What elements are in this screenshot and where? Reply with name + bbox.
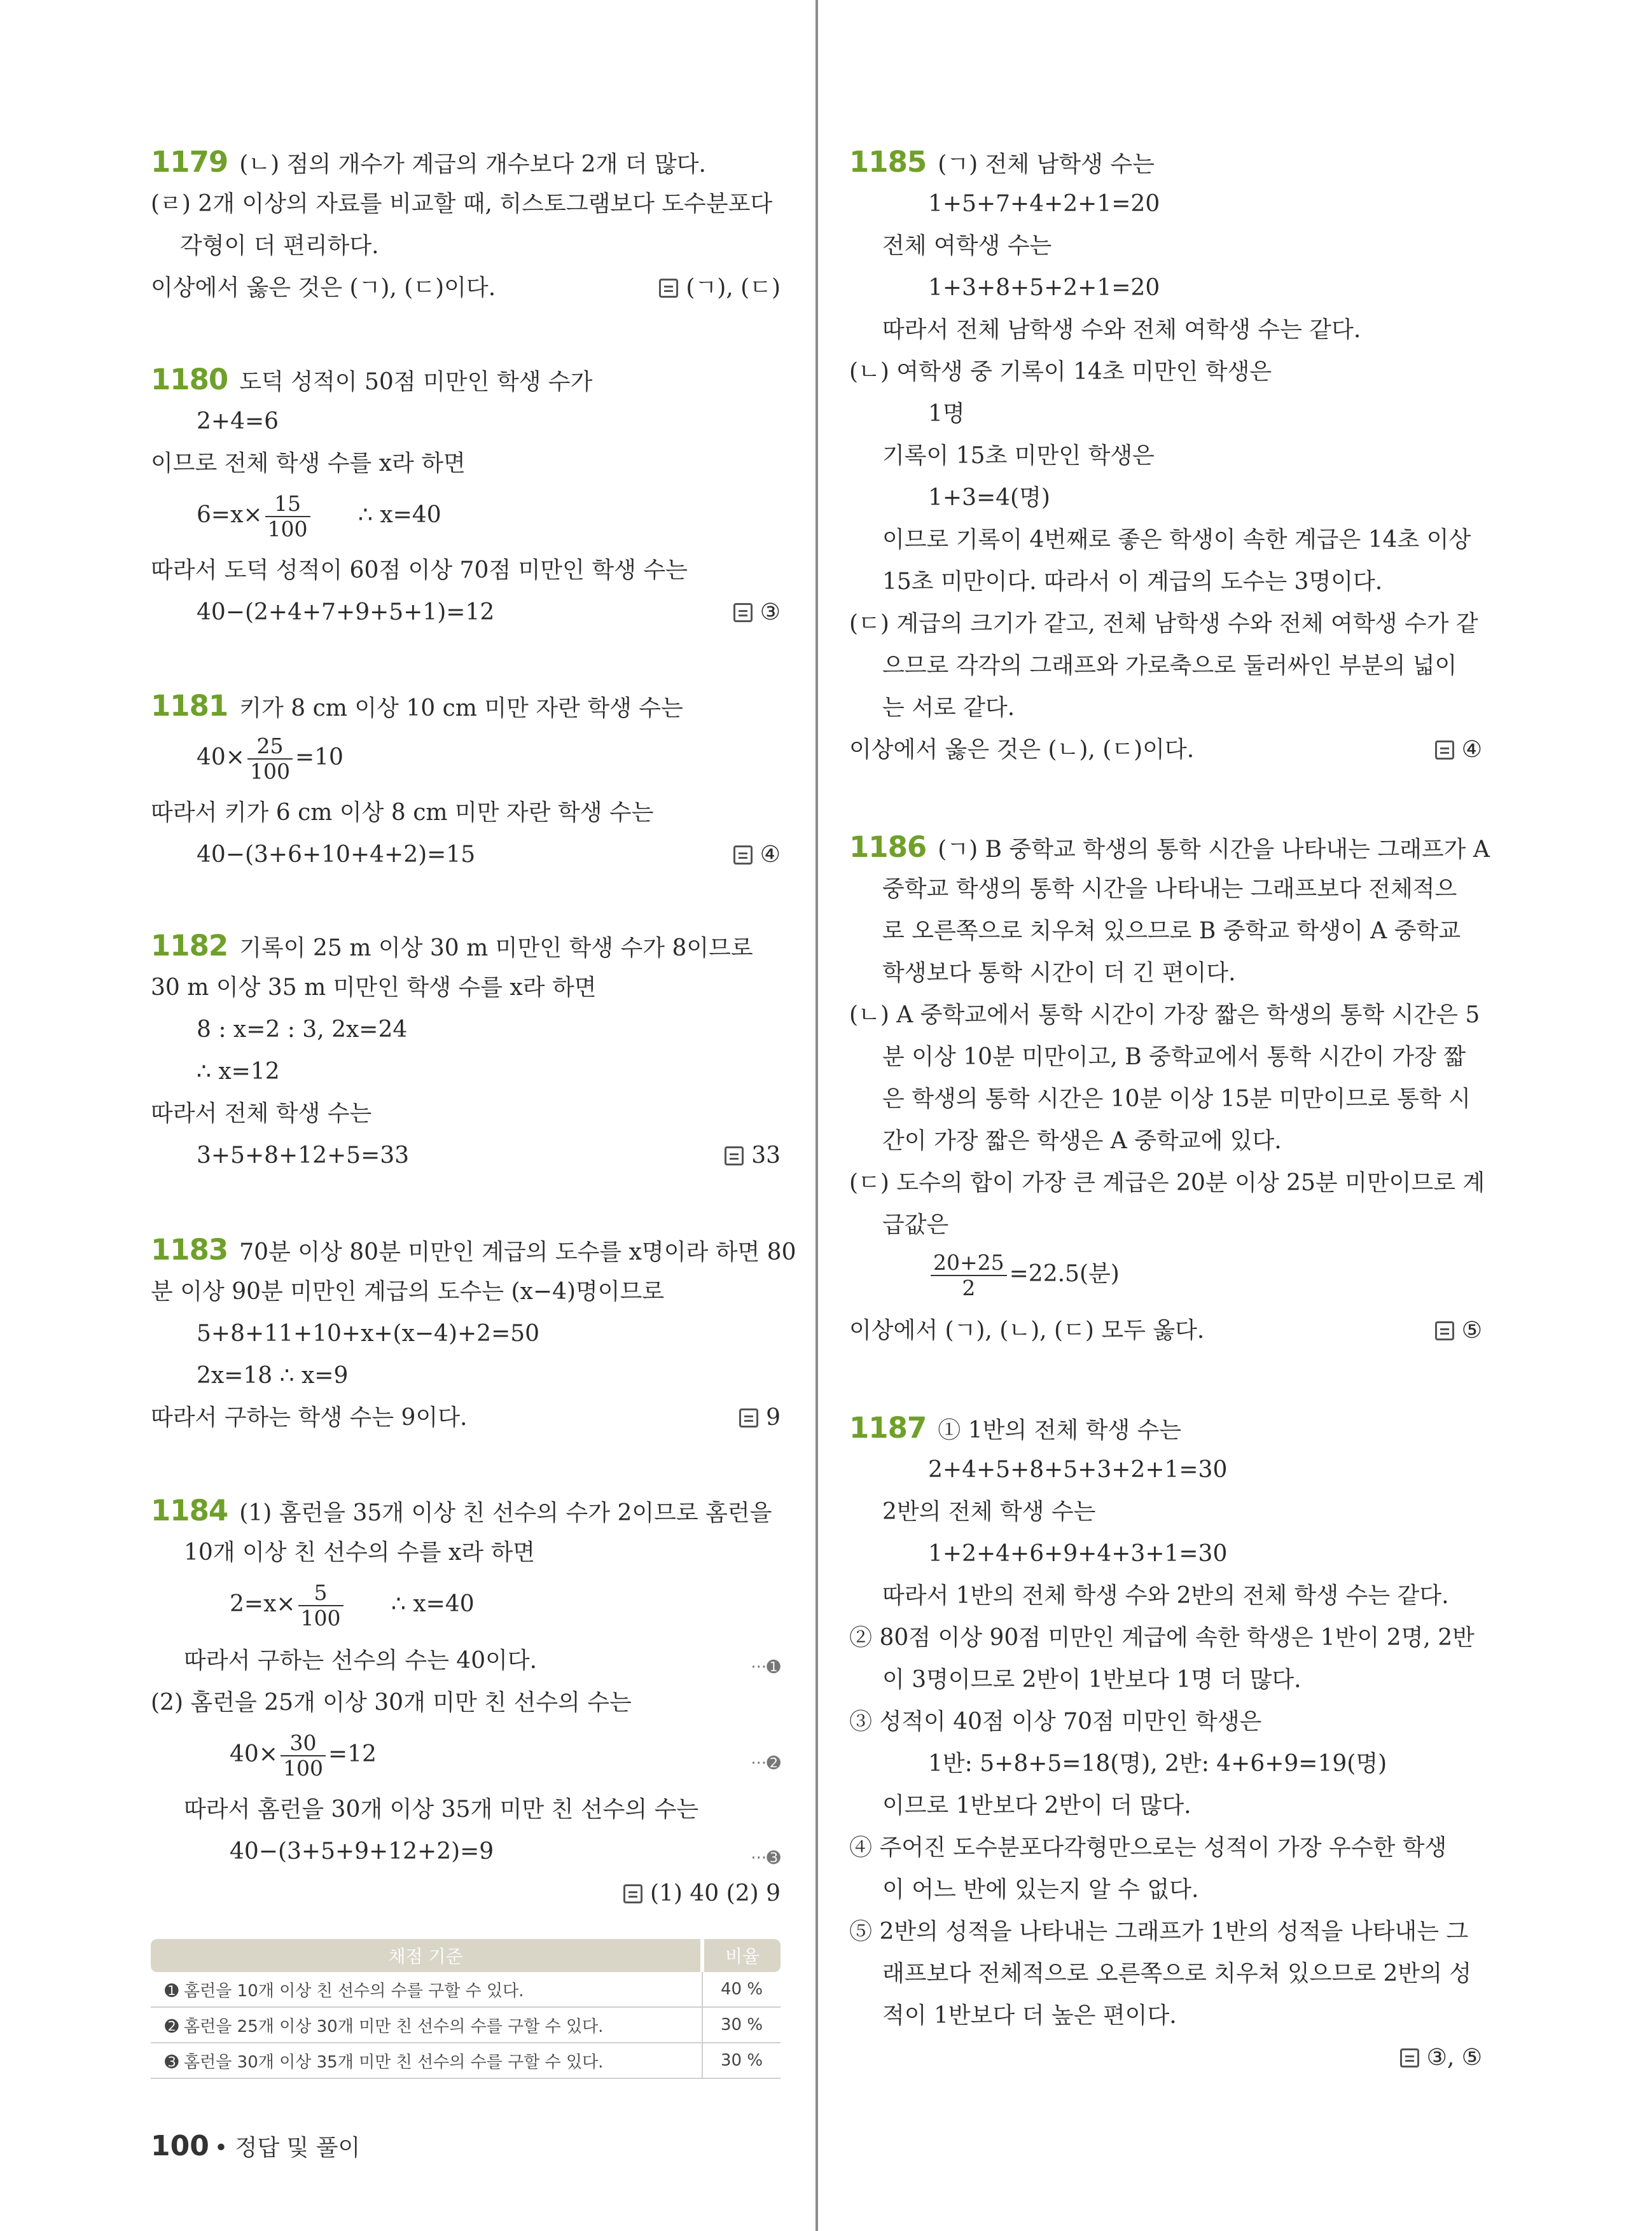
answer: ③, ⑤ xyxy=(1400,2042,1482,2074)
solution-text: ④ 주어진 도수분포다각형만으로는 성적이 가장 우수한 학생 xyxy=(849,1835,1447,1861)
column-divider xyxy=(816,0,818,2231)
answer: ⑤ xyxy=(1435,1315,1482,1347)
answer: (1) 40 (2) 9 xyxy=(623,1878,781,1910)
answer: 33 xyxy=(725,1140,781,1172)
solution-text: ⑤ 2반의 성적을 나타내는 그래프가 1반의 성적을 나타내는 그 xyxy=(849,1919,1469,1945)
solution-text: 2반의 전체 학생 수는 xyxy=(882,1499,1096,1525)
solution-text: 간이 가장 짧은 학생은 A 중학교에 있다. xyxy=(882,1128,1282,1154)
solution-text: 이므로 1반보다 2반이 더 많다. xyxy=(882,1793,1191,1819)
equation: 40× xyxy=(197,744,245,770)
equation: 40−(2+4+7+9+5+1)=12 xyxy=(197,599,495,625)
equation: 1명 xyxy=(928,401,965,427)
fraction: $\frac{30}{100}$ xyxy=(281,1731,326,1781)
solution-text: 기록이 25 m 이상 30 m 미만인 학생 수가 8이므로 xyxy=(239,935,753,961)
solution-text: 따라서 구하는 선수의 수는 40이다. xyxy=(184,1648,538,1674)
equation: ∴ x=40 xyxy=(358,502,441,528)
solution-text: (ㄷ) 도수의 합이 가장 큰 계급은 20분 이상 25분 미만이므로 계 xyxy=(849,1170,1485,1196)
solution-text: 이므로 전체 학생 수를 x라 하면 xyxy=(151,450,466,476)
solution-text: 은 학생의 통학 시간은 10분 이상 15분 미만이므로 통학 시 xyxy=(882,1086,1471,1112)
solution-text: 이상에서 옳은 것은 (ㄱ), (ㄷ)이다. xyxy=(151,275,496,301)
step-marker: ···➊ xyxy=(751,1658,781,1677)
step-marker: ···➌ xyxy=(751,1849,781,1868)
solution-text: 이 3명이므로 2반이 1반보다 1명 더 많다. xyxy=(882,1667,1301,1693)
solution-text: 로 오른쪽으로 치우쳐 있으므로 B 중학교 학생이 A 중학교 xyxy=(882,918,1461,944)
answer-icon xyxy=(733,603,753,622)
equation: 1+3+8+5+2+1=20 xyxy=(928,275,1160,301)
answer: ④ xyxy=(1435,734,1482,766)
solution-text: 으므로 각각의 그래프와 가로축으로 둘러싸인 부분의 넓이 xyxy=(882,653,1457,679)
fraction: $\frac{5}{100}$ xyxy=(298,1581,344,1630)
page-number: 100 xyxy=(151,2130,209,2162)
solution-text: 70분 이상 80분 미만인 계급의 도수를 x명이라 하면 80 xyxy=(239,1239,796,1265)
equation: 3+5+8+12+5=33 xyxy=(197,1143,410,1169)
answer-icon xyxy=(725,1146,744,1165)
equation: 6=x× xyxy=(197,502,263,528)
answer: ③ xyxy=(733,597,781,629)
equation: 40−(3+5+9+12+2)=9 xyxy=(230,1838,494,1865)
answer-icon xyxy=(739,1408,758,1428)
solution-text: 중학교 학생의 통학 시간을 나타내는 그래프보다 전체적으 xyxy=(882,876,1457,902)
solution-text: 전체 여학생 수는 xyxy=(882,233,1052,259)
problem-number: 1187 xyxy=(849,1411,927,1445)
solution-text: 키가 8 cm 이상 10 cm 미만 자란 학생 수는 xyxy=(239,695,683,721)
solution-text: 급값은 xyxy=(882,1212,949,1238)
footer-label: • 정답 및 풀이 xyxy=(214,2135,361,2161)
equation: =22.5(분) xyxy=(1009,1261,1120,1287)
problem-number: 1184 xyxy=(151,1494,228,1527)
solution-text: 따라서 홈런을 30개 이상 35개 미만 친 선수의 수는 xyxy=(184,1797,699,1823)
equation: 8 : x=2 : 3, 2x=24 xyxy=(197,1017,408,1043)
fraction: $\frac{20+25}{2}$ xyxy=(931,1251,1007,1300)
scoring-criteria-table xyxy=(151,1939,781,2079)
solution-text: 따라서 1반의 전체 학생 수와 2반의 전체 학생 수는 같다. xyxy=(882,1583,1449,1609)
solution-text: 이상에서 (ㄱ), (ㄴ), (ㄷ) 모두 옳다. xyxy=(849,1317,1205,1344)
table-row: ➌ 홈런을 30개 이상 35개 미만 친 선수의 수를 구할 수 있다. 30 % xyxy=(151,2043,781,2078)
solution-text: 기록이 15초 미만인 학생은 xyxy=(882,443,1155,469)
equation: ∴ x=12 xyxy=(197,1059,280,1085)
solution-text: 래프보다 전체적으로 오른쪽으로 치우쳐 있으므로 2반의 성 xyxy=(882,1961,1472,1987)
answer-icon xyxy=(1435,740,1454,760)
problem-number: 1186 xyxy=(849,830,927,864)
solution-text: 15초 미만이다. 따라서 이 계급의 도수는 3명이다. xyxy=(882,569,1383,595)
equation: 40× xyxy=(230,1741,278,1767)
problem-number: 1180 xyxy=(151,363,228,396)
solution-text: 이 어느 반에 있는지 알 수 없다. xyxy=(882,1877,1199,1903)
solution-text: 분 이상 10분 미만이고, B 중학교에서 통학 시간이 가장 짧 xyxy=(882,1044,1466,1070)
solution-text: 10개 이상 친 선수의 수를 x라 하면 xyxy=(184,1539,536,1566)
equation: 5+8+11+10+x+(x−4)+2=50 xyxy=(197,1321,540,1347)
table-row: ➊ 홈런을 10개 이상 친 선수의 수를 구할 수 있다. 40 % xyxy=(151,1972,781,2007)
solution-text: ③ 성적이 40점 이상 70점 미만인 학생은 xyxy=(849,1709,1262,1735)
equation: 1+5+7+4+2+1=20 xyxy=(928,191,1160,217)
solution-text: 따라서 구하는 학생 수는 9이다. xyxy=(151,1405,468,1431)
solution-text: 따라서 전체 학생 수는 xyxy=(151,1101,372,1127)
solution-text: 30 m 이상 35 m 미만인 학생 수를 x라 하면 xyxy=(151,975,597,1001)
solution-text: 따라서 키가 6 cm 이상 8 cm 미만 자란 학생 수는 xyxy=(151,800,654,826)
equation: 40−(3+6+10+4+2)=15 xyxy=(197,842,476,868)
solution-text: (2) 홈런을 25개 이상 30개 미만 친 선수의 수는 xyxy=(151,1690,632,1716)
solution-text: 따라서 전체 남학생 수와 전체 여학생 수는 같다. xyxy=(882,317,1361,343)
equation: 2=x× xyxy=(230,1591,296,1617)
solution-text: 도덕 성적이 50점 미만인 학생 수가 xyxy=(239,369,593,395)
equation: 1+2+4+6+9+4+3+1=30 xyxy=(928,1541,1228,1567)
table-header: 채점 기준 xyxy=(151,1939,702,1972)
solution-text: 이므로 기록이 4번째로 좋은 학생이 속한 계급은 14초 이상 xyxy=(882,527,1471,553)
solution-text: (1) 홈런을 35개 이상 친 선수의 수가 2이므로 홈런을 xyxy=(239,1500,772,1526)
problem-number: 1183 xyxy=(151,1233,228,1267)
solution-text: (ㄱ) B 중학교 학생의 통학 시간을 나타내는 그래프가 A xyxy=(938,837,1490,863)
solution-text: 각형이 더 편리하다. xyxy=(180,233,379,259)
solution-text: (ㄴ) 점의 개수가 계급의 개수보다 2개 더 많다. xyxy=(239,151,706,177)
solution-text: 학생보다 통학 시간이 더 긴 편이다. xyxy=(882,960,1236,986)
equation: 1반: 5+8+5=18(명), 2반: 4+6+9=19(명) xyxy=(928,1751,1387,1777)
answer-icon xyxy=(1400,2048,1419,2068)
answer: 9 xyxy=(739,1402,781,1434)
fraction: $\frac{25}{100}$ xyxy=(247,734,293,784)
answer-icon xyxy=(1435,1321,1454,1340)
problem-number: 1185 xyxy=(849,145,927,179)
solution-text: 따라서 도덕 성적이 60점 이상 70점 미만인 학생 수는 xyxy=(151,557,688,583)
equation: 1+3=4(명) xyxy=(928,485,1050,511)
problem-number: 1182 xyxy=(151,929,228,963)
solution-text: (ㄴ) 여학생 중 기록이 14초 미만인 학생은 xyxy=(849,359,1272,385)
problem-number: 1181 xyxy=(151,689,228,723)
solution-text: 는 서로 같다. xyxy=(882,695,1015,721)
step-marker: ···➋ xyxy=(751,1754,781,1773)
equation: =10 xyxy=(295,744,344,770)
equation: ∴ x=40 xyxy=(391,1591,475,1617)
answer-icon xyxy=(623,1884,642,1903)
solution-text: ② 80점 이상 90점 미만인 계급에 속한 학생은 1반이 2명, 2반 xyxy=(849,1625,1475,1651)
solution-text: 적이 1반보다 더 높은 편이다. xyxy=(882,2003,1177,2029)
solution-text: 분 이상 90분 미만인 계급의 도수는 (x−4)명이므로 xyxy=(151,1279,665,1305)
solution-text: (ㄱ) 전체 남학생 수는 xyxy=(938,151,1155,177)
solution-text: (ㄴ) A 중학교에서 통학 시간이 가장 짧은 학생의 통학 시간은 5 xyxy=(849,1002,1480,1028)
answer-icon xyxy=(733,845,753,865)
answer: ④ xyxy=(733,839,781,871)
solution-text: (ㄷ) 계급의 크기가 같고, 전체 남학생 수와 전체 여학생 수가 같 xyxy=(849,611,1478,637)
solution-text: (ㄹ) 2개 이상의 자료를 비교할 때, 히스토그램보다 도수분포다 xyxy=(151,191,773,217)
table-header: 비율 xyxy=(702,1939,781,1972)
equation: 2x=18 ∴ x=9 xyxy=(197,1363,349,1389)
problem-number: 1179 xyxy=(151,145,228,179)
equation: =12 xyxy=(328,1741,377,1767)
fraction: $\frac{15}{100}$ xyxy=(265,492,310,541)
solution-text: ① 1반의 전체 학생 수는 xyxy=(938,1417,1182,1443)
answer: (ㄱ), (ㄷ) xyxy=(659,272,781,304)
equation: 2+4=6 xyxy=(197,408,279,434)
equation: 2+4+5+8+5+3+2+1=30 xyxy=(928,1457,1228,1483)
table-row: ➋ 홈런을 25개 이상 30개 미만 친 선수의 수를 구할 수 있다. 30 % xyxy=(151,2007,781,2043)
answer-icon xyxy=(659,279,678,298)
page-footer xyxy=(151,2130,360,2162)
solution-text: 이상에서 옳은 것은 (ㄴ), (ㄷ)이다. xyxy=(849,737,1195,763)
